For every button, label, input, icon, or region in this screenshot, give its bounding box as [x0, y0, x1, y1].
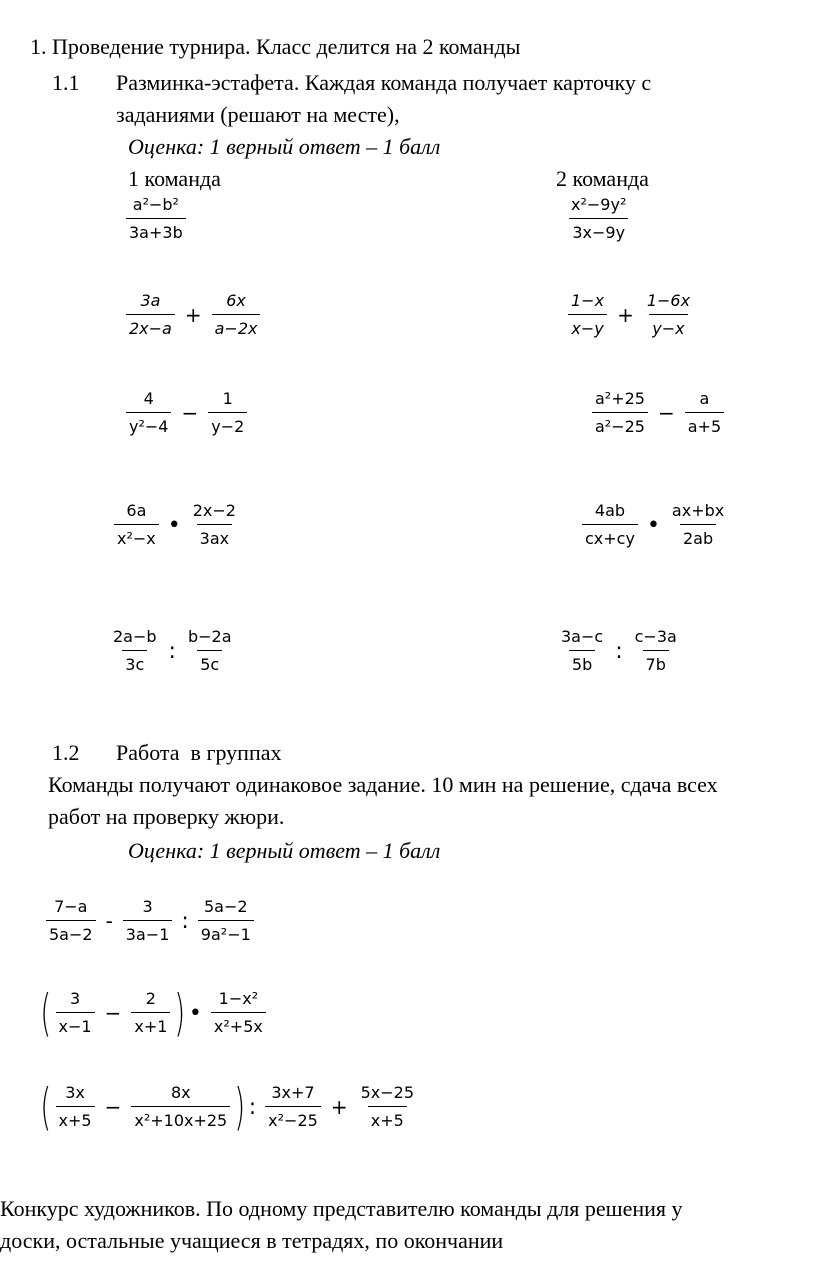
- numerator: 3x: [65, 1083, 85, 1102]
- left-paren: (: [40, 1078, 52, 1136]
- numerator: 2a−b: [113, 627, 157, 646]
- operator: •: [188, 1000, 202, 1026]
- group-expression-2: [40, 984, 268, 1042]
- operator: -: [105, 909, 113, 933]
- numerator: ax+bx: [671, 501, 725, 520]
- denominator: x−y: [568, 314, 606, 338]
- right-paren: ): [234, 1078, 246, 1136]
- denominator: 2ab: [680, 524, 716, 548]
- operator: :: [168, 638, 176, 664]
- team2-label: 2 команда: [556, 166, 649, 191]
- team2-expression-3: [590, 390, 726, 436]
- denominator: y−2: [208, 412, 247, 436]
- section12-desc-line2: работ на проверку жюри.: [48, 804, 285, 829]
- operator: •: [646, 512, 660, 538]
- numerator: 2: [145, 989, 156, 1008]
- grading-note-2: Оценка: 1 верный ответ – 1 балл: [128, 838, 441, 863]
- team2-expression-2: [566, 292, 695, 338]
- denominator: x+5: [56, 1106, 95, 1130]
- subsection-number: 1.1: [52, 70, 80, 95]
- numerator: 1−6x: [646, 291, 691, 310]
- team1-expression-3: [124, 390, 249, 436]
- team1-expression-2: [124, 292, 262, 338]
- left-paren: (: [40, 984, 52, 1042]
- operator: +: [184, 303, 202, 327]
- denominator: y−x: [649, 314, 687, 338]
- subsection-number-2: 1.2: [52, 740, 80, 765]
- denominator: 2x−a: [126, 314, 175, 338]
- team1-label: 1 команда: [128, 166, 221, 191]
- operator: :: [615, 638, 623, 664]
- numerator: 3x+7: [271, 1083, 315, 1102]
- denominator: 3ax: [197, 524, 232, 548]
- team1-expression-5: [108, 628, 237, 674]
- denominator: 3x−9y: [569, 218, 628, 242]
- numerator: 4: [143, 389, 154, 408]
- team2-expression-4: [580, 502, 729, 548]
- numerator: a: [699, 389, 710, 408]
- group-expression-1: [44, 898, 256, 944]
- team2-expression-1: [566, 196, 631, 242]
- team1-expression-1: [124, 196, 188, 242]
- denominator: 5a−2: [46, 920, 96, 944]
- operator: −: [657, 401, 675, 425]
- group-expression-3: [40, 1078, 419, 1136]
- operator: •: [167, 512, 181, 538]
- numerator: c−3a: [634, 627, 677, 646]
- numerator: 5x−25: [360, 1083, 415, 1102]
- numerator: 8x: [170, 1083, 191, 1102]
- denominator: y²−4: [126, 412, 171, 436]
- denominator: 5c: [197, 650, 222, 674]
- denominator: x²−x: [114, 524, 159, 548]
- denominator: a²−25: [592, 412, 648, 436]
- subsection-title-line2: заданиями (решают на месте),: [116, 102, 400, 127]
- denominator: 9a²−1: [198, 920, 254, 944]
- denominator: 5b: [569, 650, 595, 674]
- numerator: 3a−c: [561, 627, 604, 646]
- denominator: x+5: [368, 1106, 407, 1130]
- numerator: 2x−2: [192, 501, 236, 520]
- numerator: b−2a: [187, 627, 232, 646]
- numerator: 6x: [226, 291, 246, 310]
- denominator: x−1: [56, 1012, 95, 1036]
- operator: −: [181, 401, 199, 425]
- grading-note: Оценка: 1 верный ответ – 1 балл: [128, 134, 441, 159]
- numerator: 6a: [126, 501, 147, 520]
- denominator: 7b: [643, 650, 669, 674]
- numerator: a²+25: [595, 389, 645, 408]
- numerator: 7−a: [54, 897, 88, 916]
- subsection-title-2: Работа в группах: [116, 740, 282, 765]
- denominator: x²+5x: [211, 1012, 266, 1036]
- denominator: 3a−1: [123, 920, 173, 944]
- contest-line2: доски, остальные учащиеся в тетрадях, по окончании: [0, 1228, 504, 1253]
- operator: +: [617, 303, 634, 327]
- numerator: 1: [222, 389, 233, 408]
- numerator: 3a: [140, 291, 161, 310]
- team1-expression-4: [112, 502, 241, 548]
- operator: :: [248, 1094, 257, 1120]
- numerator: x²−9y²: [571, 195, 627, 214]
- right-paren: ): [174, 984, 186, 1042]
- subsection-title-line1: Разминка-эстафета. Каждая команда получает карточку с: [116, 70, 652, 95]
- numerator: 5a−2: [204, 897, 248, 916]
- numerator: 1−x²: [218, 989, 259, 1008]
- denominator: a−2x: [212, 314, 261, 338]
- numerator: 3: [142, 897, 153, 916]
- operator: −: [104, 1095, 122, 1119]
- team2-expression-5: [556, 628, 682, 674]
- denominator: cx+cy: [582, 524, 638, 548]
- denominator: a+5: [685, 412, 724, 436]
- section12-desc-line1: Команды получают одинаковое задание. 10 мин на решение, сдача всех: [48, 772, 718, 797]
- denominator: x²+10x+25: [131, 1106, 230, 1130]
- numerator: 4ab: [594, 501, 626, 520]
- denominator: x+1: [131, 1012, 170, 1036]
- numerator: a²−b²: [132, 195, 179, 214]
- contest-line1: Конкурс художников. По одному представителю команды для решения у: [0, 1196, 683, 1221]
- denominator: 3a+3b: [126, 218, 186, 242]
- numerator: 3: [69, 989, 81, 1008]
- operator: −: [104, 1001, 122, 1025]
- section-heading: 1. Проведение турнира. Класс делится на 2 команды: [30, 34, 521, 59]
- denominator: x²−25: [265, 1106, 321, 1130]
- numerator: 1−x: [571, 291, 605, 310]
- operator: :: [181, 908, 189, 934]
- operator: +: [330, 1095, 348, 1119]
- denominator: 3c: [122, 650, 147, 674]
